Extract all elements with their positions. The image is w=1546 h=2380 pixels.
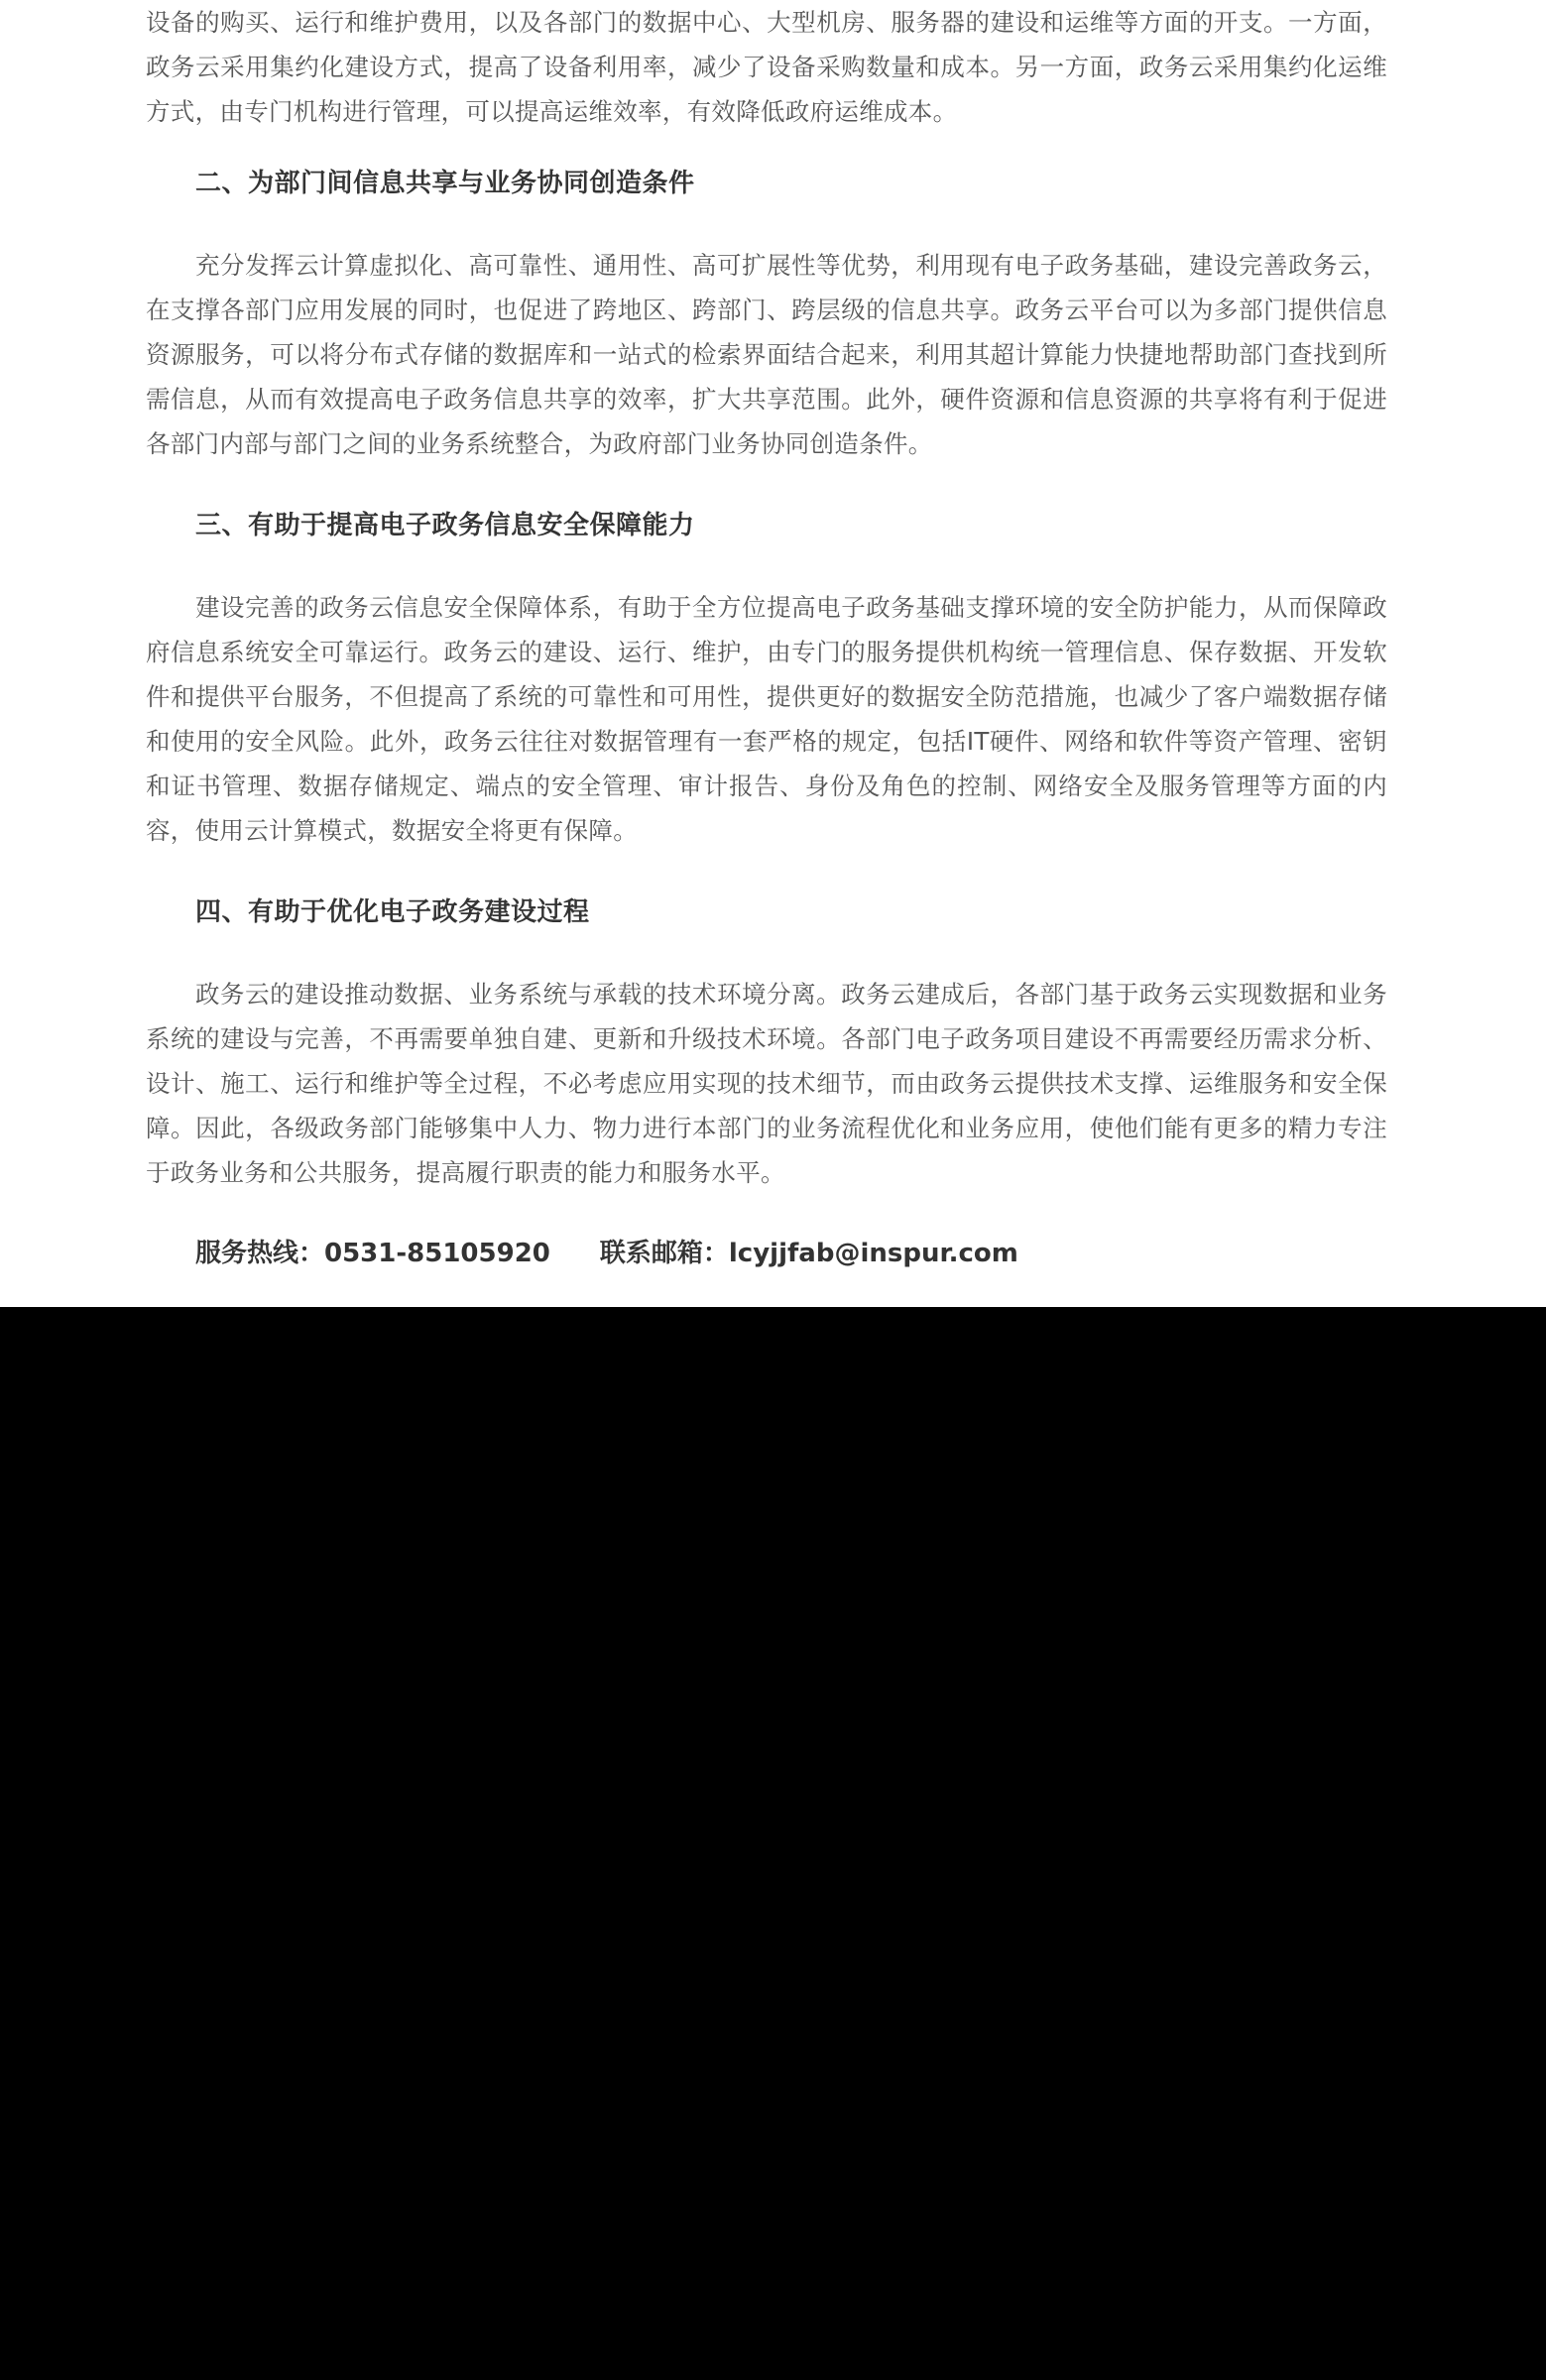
contact-email[interactable]: 联系邮箱：lcyjjfab@inspur.com: [599, 1239, 1018, 1268]
intro-paragraph: 设备的购买、运行和维护费用，以及各部门的数据中心、大型机房、服务器的建设和运维等方面的开支。一方面，政务云采用集约化建设方式，提高了设备利用率，减少了设备采购数量和成本。另一方面，政务云采用集约化运维方式，由专门机构进行管理，可以提高运维效率，有效降低政府运维成本。: [146, 8, 1387, 126]
section-3-body: 建设完善的政务云信息安全保障体系，有助于全方位提高电子政务基础支撑环境的安全防护能力，从而保障政府信息系统安全可靠运行。政务云的建设、运行、维护，由专门的服务提供机构统一管理信息、保存数据、开发软件和提供平台服务，不但提高了系统的可靠性和可用性，提供更好的数据安全防范措施，也减少了客户端数据存储和使用的安全风险。此外，政务云往往对数据管理有一套严格的规定，包括IT硬件、网络和软件等资产管理、密钥和证书管理、数据存储规定、端点的安全管理、审计报告、身份及角色的控制、网络安全及服务管理等方面的内容，使用云计算模式，数据安全将更有保障。: [146, 593, 1387, 845]
service-hotline: 服务热线：0531-85105920: [195, 1239, 550, 1268]
section-3-heading: 三、有助于提高电子政务信息安全保障能力: [195, 511, 695, 540]
section-4-body: 政务云的建设推动数据、业务系统与承载的技术环境分离。政务云建成后，各部门基于政务云实现数据和业务系统的建设与完善，不再需要单独自建、更新和升级技术环境。各部门电子政务项目建设不再需要经历需求分析、设计、施工、运行和维护等全过程，不必考虑应用实现的技术细节，而由政务云提供技术支撑、运维服务和安全保障。因此，各级政务部门能够集中人力、物力进行本部门的业务流程优化和业务应用，使他们能有更多的精力专注于政务业务和公共服务，提高履行职责的能力和服务水平。: [146, 980, 1387, 1187]
section-2-heading: 二、为部门间信息共享与业务协同创造条件: [195, 169, 695, 198]
section-2-body: 充分发挥云计算虚拟化、高可靠性、通用性、高可扩展性等优势，利用现有电子政务基础，建设完善政务云，在支撑各部门应用发展的同时，也促进了跨地区、跨部门、跨层级的信息共享。政务云平台可以为多部门提供信息资源服务，可以将分布式存储的数据库和一站式的检索界面结合起来，利用其超计算能力快捷地帮助部门查找到所需信息，从而有效提高电子政务信息共享的效率，扩大共享范围。此外，硬件资源和信息资源的共享将有利于促进各部门内部与部门之间的业务系统整合，为政府部门业务协同创造条件。: [146, 251, 1387, 458]
section-4-heading: 四、有助于优化电子政务建设过程: [195, 897, 590, 927]
contact-info: [195, 1234, 1018, 1273]
